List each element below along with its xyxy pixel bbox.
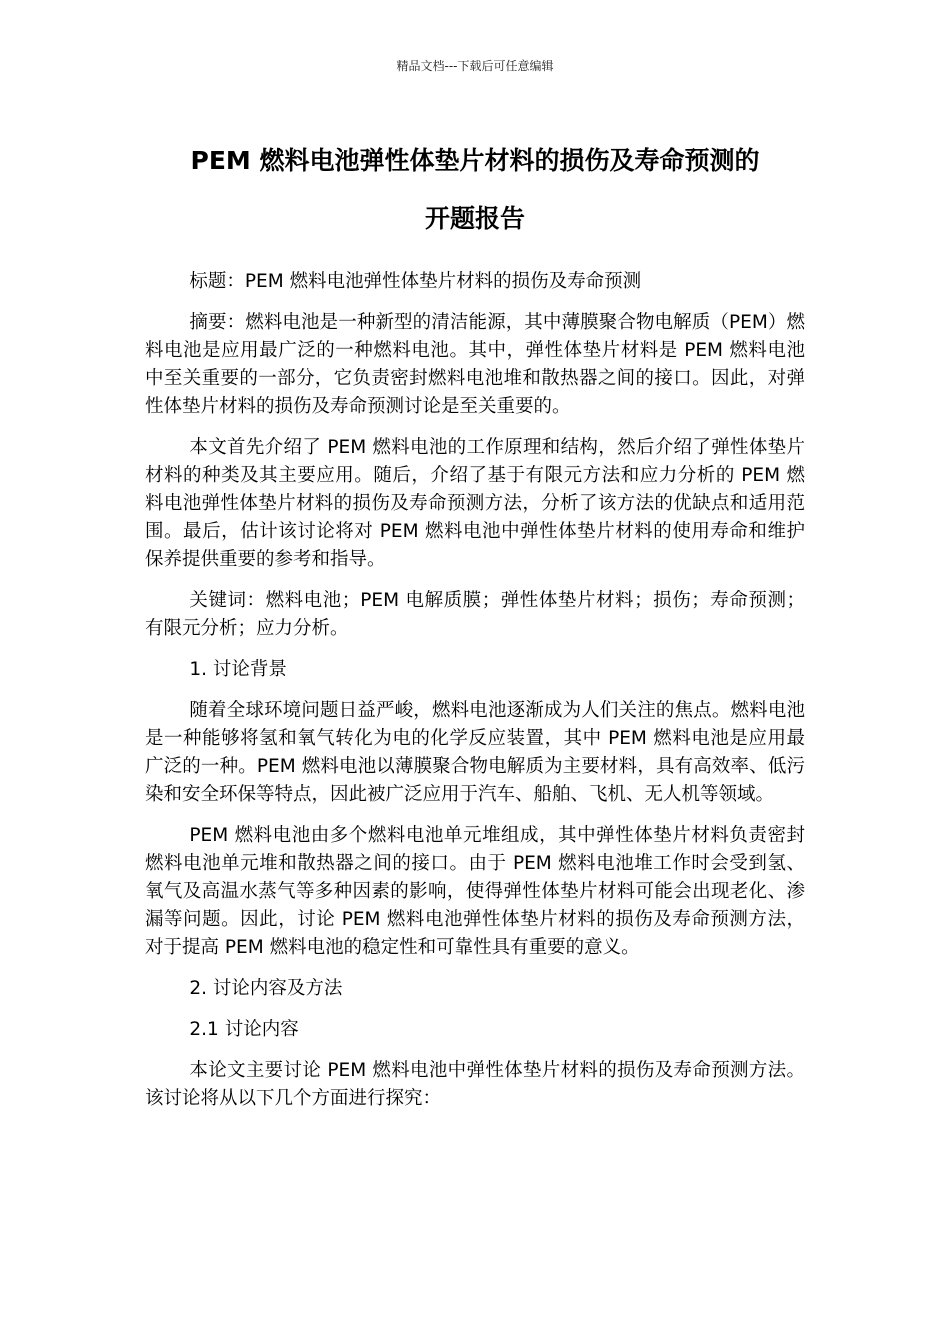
subsection-heading-content: 2.1 讨论内容	[189, 1019, 299, 1040]
title-line-1: PEM 燃料电池弹性体垫片材料的损伤及寿命预测的	[190, 146, 760, 175]
title-label-paragraph: 标题：PEM 燃料电池弹性体垫片材料的损伤及寿命预测	[189, 271, 642, 292]
section-heading-background: 1. 讨论背景	[189, 659, 287, 680]
background-paragraph-1: 随着全球环境问题日益严峻，燃料电池逐渐成为人们关注的焦点。燃料电池是一种能够将氢和氧气转化为电的化学反应装置，其中 PEM 燃料电池是应用最广泛的一种。PEM 燃料电池以薄膜聚合物电解质为主要材料，具有高效率、低污染和安全环保等特点，因此被广泛应用于汽车、船舶、飞机、无人机等领域。	[145, 700, 805, 805]
intro-paragraph: 本文首先介绍了 PEM 燃料电池的工作原理和结构，然后介绍了弹性体垫片材料的种类及其主要应用。随后，介绍了基于有限元方法和应力分析的 PEM 燃料电池弹性体垫片材料的损伤及寿命预测方法，分析了该方法的优缺点和适用范围。最后，估计该讨论将对 PEM 燃料电池中弹性体垫片材料的使用寿命和维护保养提供重要的参考和指导。	[145, 437, 805, 570]
header-note: 精品文档---下载后可任意编辑	[396, 59, 554, 73]
document-body	[145, 268, 805, 1126]
document-title	[120, 132, 830, 248]
section-heading-content-method: 2. 讨论内容及方法	[189, 978, 343, 999]
keywords-paragraph: 关键词：燃料电池；PEM 电解质膜；弹性体垫片材料；损伤；寿命预测；有限元分析；应力分析。	[145, 590, 805, 639]
title-line-2: 开题报告	[424, 204, 525, 233]
background-paragraph-2: PEM 燃料电池由多个燃料电池单元堆组成，其中弹性体垫片材料负责密封燃料电池单元堆和散热器之间的接口。由于 PEM 燃料电池堆工作时会受到氢、氧气及高温水蒸气等多种因素的影响，使得弹性体垫片材料可能会出现老化、渗漏等问题。因此，讨论 PEM 燃料电池弹性体垫片材料的损伤及寿命预测方法，对于提高 PEM 燃料电池的稳定性和可靠性具有重要的意义。	[145, 825, 805, 958]
abstract-paragraph: 摘要：燃料电池是一种新型的清洁能源，其中薄膜聚合物电解质（PEM）燃料电池是应用最广泛的一种燃料电池。其中，弹性体垫片材料是 PEM 燃料电池中至关重要的一部分，它负责密封燃料电池堆和散热器之间的接口。因此，对弹性体垫片材料的损伤及寿命预测讨论是至关重要的。	[145, 312, 805, 417]
content-paragraph: 本论文主要讨论 PEM 燃料电池中弹性体垫片材料的损伤及寿命预测方法。该讨论将从以下几个方面进行探究：	[145, 1060, 805, 1109]
